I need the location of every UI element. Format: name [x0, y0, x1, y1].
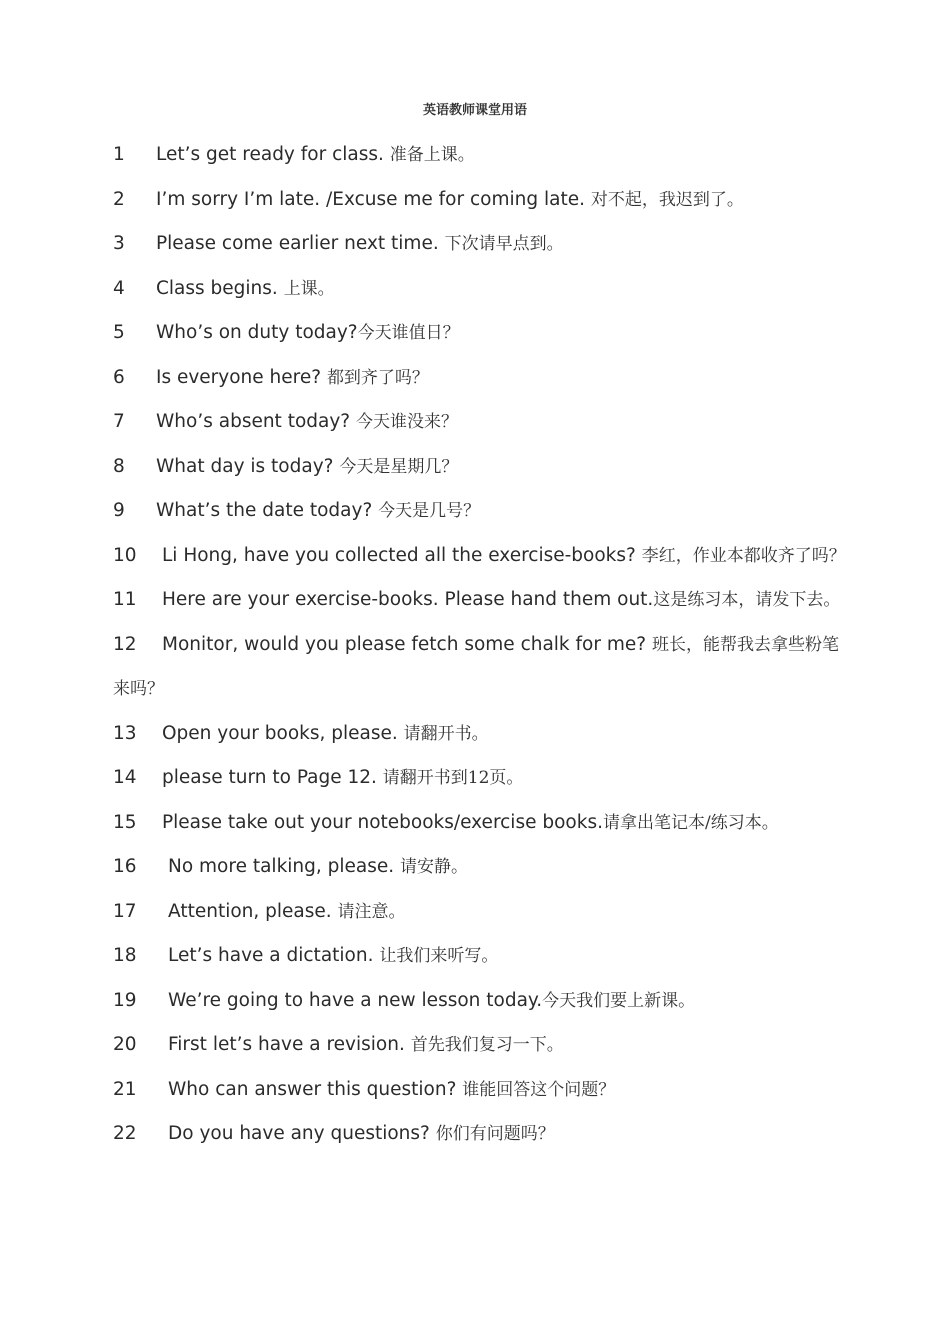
- item-number: 8: [113, 455, 125, 477]
- chinese-text: 请安静。: [400, 857, 469, 877]
- english-text: Who can answer this question?: [168, 1078, 463, 1100]
- phrase-item: [113, 1023, 848, 1068]
- phrase-item: [113, 489, 848, 534]
- item-number: 7: [113, 411, 125, 432]
- item-number: 18: [113, 945, 137, 966]
- phrase-item: [113, 934, 848, 979]
- item-number: 3: [113, 233, 125, 254]
- english-text: What day is today?: [156, 455, 340, 477]
- phrase-item: [113, 1112, 848, 1157]
- item-number: 5: [113, 322, 125, 343]
- phrase-item: [113, 890, 848, 935]
- item-number: 16: [113, 856, 137, 877]
- english-text: Here are your exercise-books. Please hand them out.: [162, 589, 654, 610]
- item-number: 1: [113, 144, 125, 165]
- chinese-text: 请拿出笔记本/练习本。: [602, 812, 779, 833]
- english-text: No more talking, please.: [168, 856, 401, 877]
- phrase-item: [113, 801, 848, 846]
- phrase-item: [113, 133, 848, 178]
- phrase-item: [113, 400, 848, 445]
- chinese-text: 今天谁值日？: [357, 323, 460, 343]
- english-text: Do you have any questions?: [168, 1123, 436, 1144]
- item-number: 20: [113, 1034, 137, 1055]
- english-text: Monitor, would you please fetch some chalk for me?: [162, 633, 652, 655]
- chinese-text: 这是练习本，请发下去。: [653, 590, 841, 610]
- document-title: 英语教师课堂用语: [422, 103, 527, 118]
- english-text: Is everyone here?: [156, 366, 327, 388]
- chinese-text: 今天是星期几？: [339, 456, 459, 477]
- item-number: 21: [113, 1078, 137, 1100]
- english-text: Li Hong, have you collected all the exercise-books?: [162, 544, 642, 566]
- chinese-text: 谁能回答这个问题？: [462, 1079, 616, 1100]
- chinese-text: 班长，能帮我去拿些粉笔来吗？: [113, 634, 839, 699]
- phrase-item: [113, 222, 848, 267]
- item-number: 13: [113, 722, 137, 744]
- item-number: 2: [113, 188, 125, 210]
- phrase-item: [113, 845, 848, 890]
- english-text: We’re going to have a new lesson today.: [168, 989, 543, 1011]
- chinese-text: 上课。: [283, 278, 335, 299]
- english-text: please turn to Page 12.: [162, 767, 383, 788]
- item-number: 4: [113, 277, 125, 299]
- phrase-item: [113, 445, 848, 490]
- chinese-text: 请注意。: [337, 901, 406, 922]
- english-text: What’s the date today?: [156, 500, 379, 521]
- english-text: Who’s on duty today?: [156, 322, 358, 343]
- phrase-item: [113, 356, 848, 401]
- phrase-item: [113, 756, 848, 801]
- item-number: 17: [113, 900, 137, 922]
- item-number: 9: [113, 500, 125, 521]
- phrase-item: [113, 534, 848, 579]
- phrase-item: [113, 623, 848, 712]
- phrase-item: [113, 178, 848, 223]
- phrase-list: [113, 133, 848, 1157]
- chinese-text: 李红，作业本都收齐了吗？: [641, 545, 846, 566]
- phrase-item: [113, 1068, 848, 1113]
- english-text: Let’s get ready for class.: [156, 144, 390, 165]
- item-number: 6: [113, 366, 125, 388]
- item-number: 11: [113, 589, 137, 610]
- english-text: I’m sorry I’m late. /Excuse me for coming late.: [156, 188, 591, 210]
- phrase-item: [113, 578, 848, 623]
- chinese-text: 首先我们复习一下。: [410, 1035, 564, 1055]
- item-number: 22: [113, 1123, 137, 1144]
- chinese-text: 准备上课。: [389, 145, 475, 165]
- english-text: First let’s have a revision.: [168, 1034, 411, 1055]
- phrase-item: [113, 712, 848, 757]
- chinese-text: 下次请早点到。: [444, 234, 564, 254]
- english-text: Let’s have a dictation.: [168, 945, 380, 966]
- chinese-text: 请翻开书。: [403, 723, 489, 744]
- chinese-text: 今天谁没来？: [356, 412, 458, 432]
- english-text: Please come earlier next time.: [156, 233, 445, 254]
- item-number: 14: [113, 767, 137, 788]
- item-number: 12: [113, 633, 137, 655]
- chinese-text: 都到齐了吗？: [326, 367, 429, 388]
- english-text: Attention, please.: [168, 900, 338, 922]
- chinese-text: 今天我们要上新课。: [542, 990, 696, 1011]
- chinese-text: 对不起，我迟到了。: [590, 189, 744, 210]
- english-text: Class begins.: [156, 277, 284, 299]
- item-number: 15: [113, 811, 137, 833]
- chinese-text: 请翻开书到12页。: [382, 768, 524, 788]
- phrase-item: [113, 267, 848, 312]
- chinese-text: 让我们来听写。: [379, 946, 499, 966]
- item-number: 10: [113, 544, 137, 566]
- english-text: Please take out your notebooks/exercise books.: [162, 811, 603, 833]
- english-text: Open your books, please.: [162, 722, 404, 744]
- chinese-text: 你们有问题吗？: [435, 1124, 555, 1144]
- phrase-item: [113, 311, 848, 356]
- chinese-text: 今天是几号？: [378, 501, 481, 521]
- item-number: 19: [113, 989, 137, 1011]
- phrase-item: [113, 979, 848, 1024]
- english-text: Who’s absent today?: [156, 411, 356, 432]
